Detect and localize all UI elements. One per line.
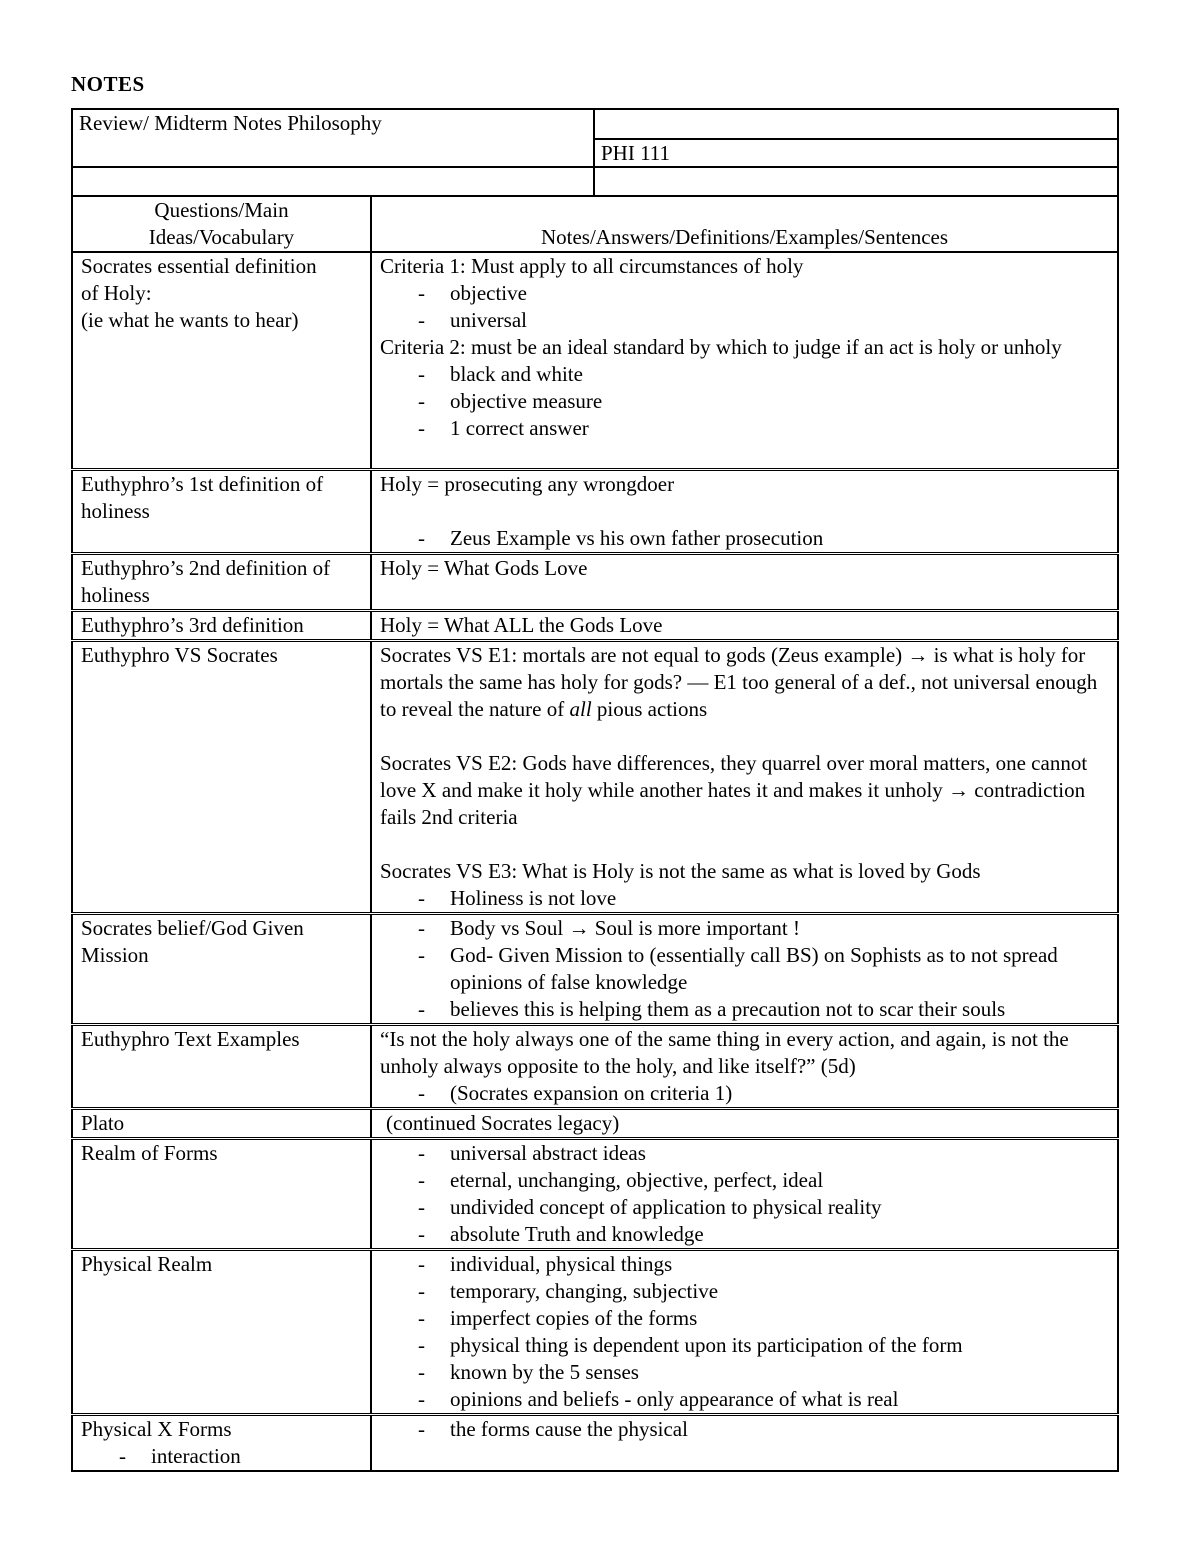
header-table <box>71 108 1119 197</box>
notes-column-header: Notes/Answers/Definitions/Examples/Sentences <box>371 196 1118 252</box>
list-item: - Zeus Example vs his own father prosecution <box>380 525 1109 552</box>
list-item: - temporary, changing, subjective <box>380 1278 1109 1305</box>
list-item: - 1 correct answer <box>380 415 1109 442</box>
table-row <box>72 1414 1118 1471</box>
socrates-vs-e3-text: Socrates VS E3: What is Holy is not the same as what is loved by Gods <box>380 858 981 883</box>
list-item: - individual, physical things <box>380 1251 1109 1278</box>
question-cell <box>72 1138 371 1249</box>
question-text: Euthyphro VS Socrates <box>81 642 278 667</box>
notes-cell <box>371 1249 1118 1414</box>
question-cell <box>72 1108 371 1138</box>
notes-cell <box>371 913 1118 1024</box>
question-text: Realm of Forms <box>81 1140 218 1165</box>
list-item: - objective <box>380 280 1109 307</box>
question-cell <box>72 469 371 553</box>
table-row <box>72 252 1118 469</box>
criteria-2-text: Criteria 2: must be an ideal standard by which to judge if an act is holy or unholy <box>380 335 1062 359</box>
column-header-row <box>72 196 1118 252</box>
list-item: - universal <box>380 307 1109 334</box>
question-text: Plato <box>81 1110 125 1135</box>
table-row <box>72 469 1118 553</box>
list-item: - physical thing is dependent upon its participation of the form <box>380 1332 1109 1359</box>
notes-cell <box>371 1138 1118 1249</box>
questions-header-line-2: Ideas/Vocabulary <box>148 225 295 249</box>
notes-title: Review/ Midterm Notes Philosophy <box>72 109 594 167</box>
header-blank-cell-1 <box>594 109 1118 139</box>
socrates-vs-e1-text <box>380 642 1109 723</box>
list-item: - absolute Truth and knowledge <box>380 1221 1109 1248</box>
notes-cell <box>371 1024 1118 1108</box>
list-item: - imperfect copies of the forms <box>380 1305 1109 1332</box>
question-text: Euthyphro’s 1st definition of <box>81 471 324 496</box>
question-text: Euthyphro Text Examples <box>81 1026 300 1051</box>
notes-cell <box>371 252 1118 469</box>
list-item: - Holiness is not love <box>380 885 1109 912</box>
emphasis-text: all <box>569 696 592 721</box>
table-row <box>72 913 1118 1024</box>
definition-text: Holy = What ALL the Gods Love <box>380 612 663 637</box>
notes-cell <box>371 1108 1118 1138</box>
notes-cell <box>371 610 1118 640</box>
list-item: - objective measure <box>380 388 1109 415</box>
question-cell <box>72 913 371 1024</box>
list-item: - eternal, unchanging, objective, perfect, ideal <box>380 1167 1109 1194</box>
list-item: - opinions and beliefs - only appearance of what is real <box>380 1386 1109 1413</box>
page-title: NOTES <box>71 72 145 96</box>
question-text: (ie what he wants to hear) <box>81 308 299 332</box>
table-row <box>72 610 1118 640</box>
list-item: - the forms cause the physical <box>380 1416 1109 1443</box>
question-text: holiness <box>81 582 150 607</box>
list-item: - believes this is helping them as a precaution not to scar their souls <box>380 996 1109 1023</box>
question-cell <box>72 553 371 610</box>
header-blank-cell-2 <box>72 167 594 196</box>
table-row <box>72 1249 1118 1414</box>
socrates-vs-e2-text: Socrates VS E2: Gods have differences, they quarrel over moral matters, one cannot love X and make it holy while another hates it and makes it unholy → contradiction fails 2nd criteria <box>380 750 1088 829</box>
question-cell <box>72 1249 371 1414</box>
table-row <box>72 1024 1118 1108</box>
question-cell <box>72 640 371 913</box>
list-item: - God- Given Mission to (essentially call BS) on Sophists as to not spread opinions of false knowledge <box>380 942 1109 996</box>
table-row <box>72 1108 1118 1138</box>
table-row <box>72 1138 1118 1249</box>
question-text: Socrates belief/God Given <box>81 915 304 940</box>
table-row <box>72 553 1118 610</box>
text-span: Socrates VS E1: mortals are not equal to gods (Zeus example) → is what is holy for mortals the same has holy for gods? — E1 too general of a def., not universal enough to reveal the nature of <box>380 642 1098 721</box>
quote-text: “Is not the holy always one of the same thing in every action, and again, is not the unholy always opposite to the holy, and like itself?” (5d) <box>380 1026 1069 1078</box>
text-span: pious actions <box>591 696 708 721</box>
question-cell <box>72 1024 371 1108</box>
question-cell <box>72 252 371 469</box>
question-text: Euthyphro’s 2nd definition of <box>81 555 331 580</box>
list-item: - undivided concept of application to physical reality <box>380 1194 1109 1221</box>
definition-text: Holy = What Gods Love <box>380 555 588 580</box>
question-text: of Holy: <box>81 281 152 305</box>
question-text: Physical Realm <box>81 1251 213 1276</box>
notes-cell <box>371 1414 1118 1471</box>
notes-cell <box>371 469 1118 553</box>
list-item: - known by the 5 senses <box>380 1359 1109 1386</box>
table-row <box>72 640 1118 913</box>
notes-table <box>71 195 1119 1472</box>
criteria-1-text: Criteria 1: Must apply to all circumstances of holy <box>380 254 804 278</box>
question-text: holiness <box>81 498 150 523</box>
question-text: Mission <box>81 942 149 967</box>
notes-cell <box>371 553 1118 610</box>
list-item: - Body vs Soul → Soul is more important ! <box>380 915 1109 942</box>
list-item: - black and white <box>380 361 1109 388</box>
question-cell <box>72 610 371 640</box>
list-item: - (Socrates expansion on criteria 1) <box>380 1080 1109 1107</box>
notes-cell <box>371 640 1118 913</box>
questions-column-header <box>72 196 371 252</box>
definition-text: Holy = prosecuting any wrongdoer <box>380 471 675 496</box>
course-code: PHI 111 <box>594 139 1118 167</box>
question-text: Physical X Forms <box>81 1416 232 1441</box>
header-blank-cell-3 <box>594 167 1118 196</box>
question-cell <box>72 1414 371 1471</box>
question-subpoint: - interaction <box>81 1443 362 1470</box>
question-text: Euthyphro’s 3rd definition <box>81 612 304 637</box>
questions-header-line-1: Questions/Main <box>154 198 289 222</box>
question-text: Socrates essential definition <box>81 254 317 278</box>
note-text: (continued Socrates legacy) <box>386 1110 620 1135</box>
list-item: - universal abstract ideas <box>380 1140 1109 1167</box>
